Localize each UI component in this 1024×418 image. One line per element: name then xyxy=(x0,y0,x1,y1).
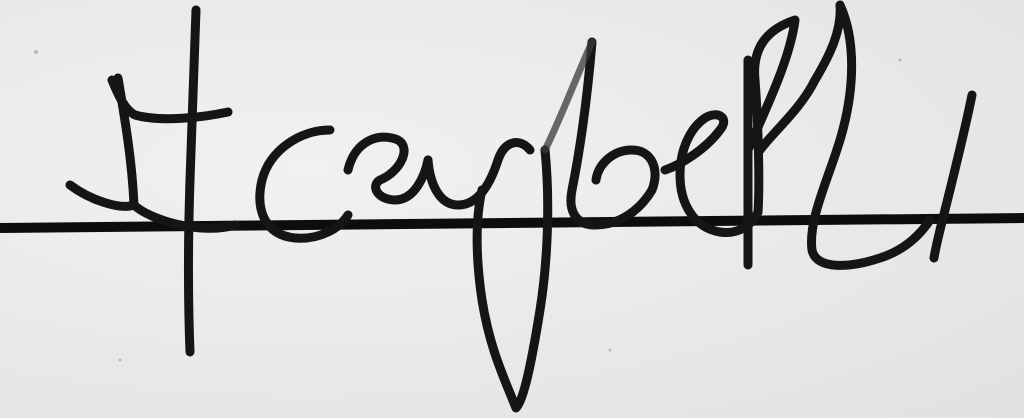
paper-speck xyxy=(119,359,122,362)
signature-stroke-initial-bar xyxy=(112,80,228,119)
signature-stroke-final xyxy=(934,95,972,258)
paper-speck xyxy=(34,50,38,54)
signature-stroke-initial-curl xyxy=(70,78,235,228)
paper-speck xyxy=(899,59,902,62)
signature-stroke-r xyxy=(348,137,428,200)
signature-stroke-initial-stem xyxy=(189,10,197,352)
paper-speck xyxy=(609,349,612,352)
